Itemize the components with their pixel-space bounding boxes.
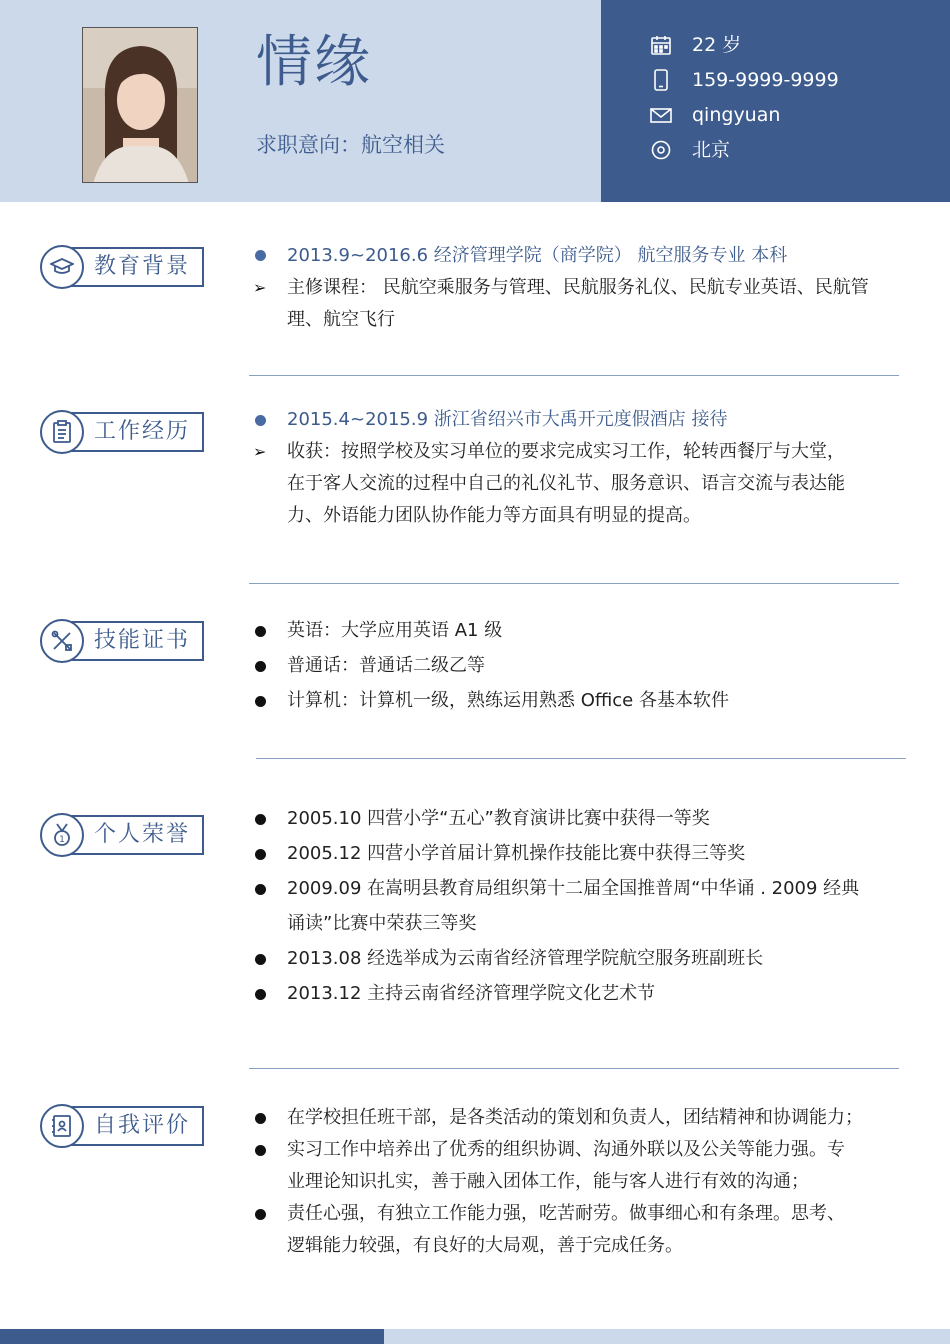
footer-bar-dark bbox=[0, 1329, 384, 1344]
bullet-dot bbox=[255, 415, 266, 426]
section-title: 自我评价 bbox=[94, 1113, 191, 1138]
honor-item-cont: 诵读”比赛中荣获三等奖 bbox=[287, 913, 477, 934]
bullet-dot bbox=[255, 1209, 266, 1220]
id-card-icon bbox=[50, 1114, 74, 1138]
work-gain-cont: 在于客人交流的过程中自己的礼仪礼节、服务意识、语言交流与表达能 bbox=[287, 473, 845, 494]
arrow-bullet-icon: ➢ bbox=[253, 278, 267, 297]
skill-item: 英语：大学应用英语 A1 级 bbox=[287, 620, 503, 641]
divider bbox=[249, 375, 899, 376]
section-self-label bbox=[40, 1106, 204, 1148]
work-gain-cont: 力、外语能力团队协作能力等方面具有明显的提高。 bbox=[287, 505, 701, 526]
calendar-icon bbox=[650, 34, 672, 56]
bullet-dot bbox=[255, 989, 266, 1000]
section-title: 技能证书 bbox=[94, 628, 191, 653]
section-honors-label bbox=[40, 815, 204, 857]
section-title: 教育背景 bbox=[94, 254, 191, 279]
section-education-label bbox=[40, 247, 204, 289]
self-item: 在学校担任班干部，是各类活动的策划和负责人，团结精神和协调能力； bbox=[287, 1107, 863, 1128]
graduation-cap-icon bbox=[50, 255, 74, 279]
tools-icon bbox=[50, 629, 74, 653]
svg-text:1: 1 bbox=[59, 835, 65, 845]
education-entry: 2013.9~2016.6 经济管理学院（商学院） 航空服务专业 本科 bbox=[287, 245, 788, 266]
mail-icon bbox=[650, 104, 672, 126]
skill-item: 计算机：计算机一级，熟练运用熟悉 Office 各基本软件 bbox=[287, 690, 729, 711]
divider bbox=[249, 583, 899, 584]
bullet-dot bbox=[255, 1113, 266, 1124]
arrow-bullet-icon: ➢ bbox=[253, 442, 267, 461]
honor-item: 2013.08 经选举成为云南省经济管理学院航空服务班副班长 bbox=[287, 948, 764, 969]
section-skills-label bbox=[40, 621, 204, 663]
self-item: 实习工作中培养出了优秀的组织协调、沟通外联以及公关等能力强。专 bbox=[287, 1139, 845, 1160]
honor-item: 2013.12 主持云南省经济管理学院文化艺术节 bbox=[287, 983, 656, 1004]
age-text: 22 岁 bbox=[692, 34, 742, 56]
bullet-dot bbox=[255, 250, 266, 261]
bullet-dot bbox=[255, 626, 266, 637]
phone-text[interactable]: 159-9999-9999 bbox=[692, 69, 839, 91]
bullet-dot bbox=[255, 849, 266, 860]
location-text: 北京 bbox=[692, 139, 731, 161]
footer-bar-light bbox=[384, 1329, 950, 1344]
education-courses-cont: 理、航空飞行 bbox=[287, 309, 395, 330]
email-text[interactable]: qingyuan bbox=[692, 104, 781, 126]
bullet-dot bbox=[255, 884, 266, 895]
clipboard-icon bbox=[50, 420, 74, 444]
section-work-label bbox=[40, 412, 204, 454]
self-item: 责任心强，有独立工作能力强，吃苦耐劳。做事细心和有条理。思考、 bbox=[287, 1203, 845, 1224]
medal-icon bbox=[50, 823, 74, 847]
profile-photo bbox=[82, 27, 198, 183]
phone-icon bbox=[650, 69, 672, 91]
bullet-dot bbox=[255, 1145, 266, 1156]
section-title: 工作经历 bbox=[94, 419, 191, 444]
honor-item: 2005.10 四营小学“五心”教育演讲比赛中获得一等奖 bbox=[287, 808, 710, 829]
section-title: 个人荣誉 bbox=[94, 822, 191, 847]
honor-item: 2009.09 在嵩明县教育局组织第十二届全国推普周“中华诵 . 2009 经典 bbox=[287, 878, 860, 899]
job-intent: 求职意向：航空相关 bbox=[256, 133, 445, 157]
location-icon bbox=[650, 139, 672, 161]
work-gain: 收获：按照学校及实习单位的要求完成实习工作，轮转西餐厅与大堂， bbox=[287, 441, 845, 462]
divider bbox=[249, 1068, 899, 1069]
bullet-dot bbox=[255, 696, 266, 707]
divider bbox=[256, 758, 906, 759]
work-entry: 2015.4~2015.9 浙江省绍兴市大禹开元度假酒店 接待 bbox=[287, 409, 728, 430]
bullet-dot bbox=[255, 814, 266, 825]
self-item-cont: 业理论知识扎实，善于融入团体工作，能与客人进行有效的沟通； bbox=[287, 1171, 809, 1192]
bullet-dot bbox=[255, 661, 266, 672]
self-item-cont: 逻辑能力较强，有良好的大局观，善于完成任务。 bbox=[287, 1235, 683, 1256]
skill-item: 普通话：普通话二级乙等 bbox=[287, 655, 485, 676]
honor-item: 2005.12 四营小学首届计算机操作技能比赛中获得三等奖 bbox=[287, 843, 746, 864]
candidate-name: 情缘 bbox=[256, 30, 372, 95]
education-courses: 主修课程： 民航空乘服务与管理、民航服务礼仪、民航专业英语、民航管 bbox=[287, 277, 869, 298]
bullet-dot bbox=[255, 954, 266, 965]
